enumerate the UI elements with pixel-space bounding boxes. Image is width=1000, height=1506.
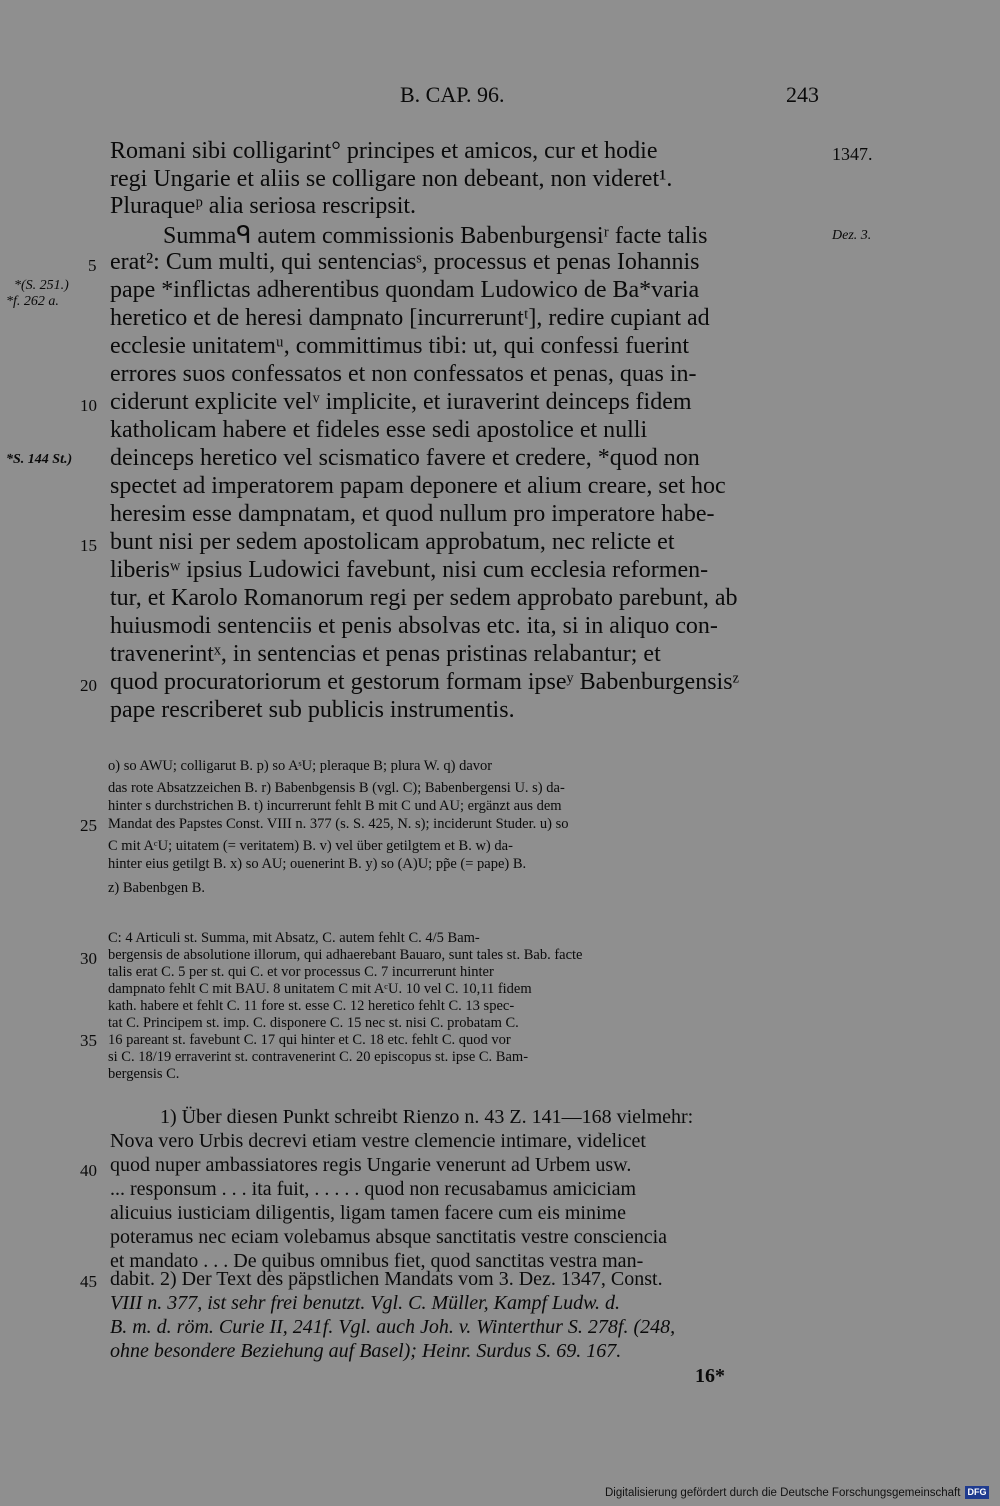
main-line: deinceps heretico vel scismatico favere et credere, *quod non <box>110 445 700 471</box>
apparatus-line: das rote Absatzzeichen B. r) Babenbgensis B (vgl. C); Babenbergensi U. s) da- <box>108 780 565 796</box>
dfg-logo: DFG <box>965 1486 989 1499</box>
main-line: errores suos confessatos et non confessatos et penas, quas in- <box>110 361 697 387</box>
main-line: spectet ad imperatorem papam deponere et alium creare, set hoc <box>110 473 726 499</box>
note-line: B. m. d. röm. Curie II, 241f. Vgl. auch Joh. v. Winterthur S. 278f. (248, <box>110 1316 676 1338</box>
main-line: heretico et de heresi dampnato [incurreruntᵗ], redire cupiant ad <box>110 305 710 331</box>
note-line: alicuius iusticiam diligentis, ligam tamen facere cum eis minime <box>110 1202 626 1224</box>
main-line: huiusmodi sentenciis et penis absolvas etc. ita, si in aliquo con- <box>110 613 718 639</box>
margin-reference: *f. 262 a. <box>6 294 59 309</box>
main-line: ciderunt explicite velᵛ implicite, et iuraverint deinceps fidem <box>110 389 692 415</box>
main-line: Summaᑫ autem commissionis Babenburgensiʳ facte talis <box>163 223 708 249</box>
note-line: dabit. 2) Der Text des päpstlichen Mandats vom 3. Dez. 1347, Const. <box>110 1268 663 1290</box>
note-line: ohne besondere Beziehung auf Basel); Heinr. Surdus S. 69. 167. <box>110 1340 622 1362</box>
main-line: travenerintˣ, in sentencias et penas pristinas relabantur; et <box>110 641 661 667</box>
line-number: 40 <box>80 1161 97 1180</box>
line-number: 35 <box>80 1031 97 1050</box>
apparatus-line: hinter eius getilgt B. x) so AU; ouenerint B. y) so (A)U; pp̃e (= pape) B. <box>108 856 527 872</box>
collation-line: talis erat C. 5 per st. qui C. et vor processus C. 7 incurrerunt hinter <box>108 964 494 980</box>
collation-line: bergensis C. <box>108 1066 180 1082</box>
line-number: 10 <box>80 396 97 415</box>
main-line: heresim esse dampnatam, et quod nullum pro imperatore habe- <box>110 501 715 527</box>
collation-line: 16 pareant st. favebunt C. 17 qui hinter et C. 18 etc. fehlt C. quod vor <box>108 1032 511 1048</box>
collation-line: dampnato fehlt C mit BAU. 8 unitatem C mit AᶜU. 10 vel C. 10,11 fidem <box>108 981 532 997</box>
margin-reference: *(S. 251.) <box>14 278 69 293</box>
note-line: et mandato . . . De quibus omnibus fiet, quod sanctitas vestra man- <box>110 1250 644 1272</box>
collation-line: tat C. Principem st. imp. C. disponere C. 15 nec st. nisi C. probatam C. <box>108 1015 519 1031</box>
note-line: Nova vero Urbis decrevi etiam vestre clemencie intimare, videlicet <box>110 1130 646 1152</box>
apparatus-line: hinter s durchstrichen B. t) incurrerunt fehlt B mit C und AU; ergänzt aus dem <box>108 798 562 814</box>
margin-date: Dez. 3. <box>832 228 872 243</box>
collation-line: C: 4 Articuli st. Summa, mit Absatz, C. autem fehlt C. 4/5 Bam- <box>108 930 480 946</box>
line-number: 25 <box>80 816 97 835</box>
main-line: pape *inflictas adherentibus quondam Ludowico de Ba*varia <box>110 277 700 303</box>
main-line: Pluraqueᵖ alia seriosa rescripsit. <box>110 193 417 219</box>
collation-line: kath. habere et fehlt C. 11 fore st. esse C. 12 heretico fehlt C. 13 spec- <box>108 998 515 1014</box>
page-number: 243 <box>786 82 819 107</box>
line-number: 5 <box>88 256 97 275</box>
line-number: 30 <box>80 949 97 968</box>
main-line: regi Ungarie et aliis se colligare non debeant, non videret¹. <box>110 166 673 192</box>
note-line: VIII n. 377, ist sehr frei benutzt. Vgl. C. Müller, Kampf Ludw. d. <box>110 1292 620 1314</box>
margin-year: 1347. <box>832 144 873 164</box>
main-line: pape rescriberet sub publicis instrumentis. <box>110 697 515 723</box>
main-line: Romani sibi colligarint° principes et amicos, cur et hodie <box>110 138 658 164</box>
main-line: liberisʷ ipsius Ludowici favebunt, nisi cum ecclesia reformen- <box>110 557 709 583</box>
apparatus-line: o) so AWU; colligarut B. p) so AˢU; pleraque B; plura W. q) davor <box>108 758 493 774</box>
collation-line: si C. 18/19 erraverint st. contravenerint C. 20 episcopus st. ipse C. Bam- <box>108 1049 529 1065</box>
note-line: 1) Über diesen Punkt schreibt Rienzo n. 43 Z. 141—168 vielmehr: <box>160 1106 694 1128</box>
main-line: bunt nisi per sedem apostolicam approbatum, nec relicte et <box>110 529 675 555</box>
main-line: ecclesie unitatemᵘ, committimus tibi: ut, qui confessi fuerint <box>110 333 690 359</box>
main-line: katholicam habere et fideles esse sedi apostolice et nulli <box>110 417 648 443</box>
apparatus-line: z) Babenbgen B. <box>108 880 206 896</box>
funding-banner: Digitalisierung gefördert durch die Deutsche Forschungsgemeinschaft <box>605 1487 961 1499</box>
main-line: tur, et Karolo Romanorum regi per sedem approbato parebunt, ab <box>110 585 738 611</box>
note-line: quod nuper ambassiatores regis Ungarie venerunt ad Urbem usw. <box>110 1154 632 1176</box>
line-number: 20 <box>80 676 97 695</box>
collation-line: bergensis de absolutione illorum, qui adhaerebant Bauaro, sunt tales st. Bab. facte <box>108 947 583 963</box>
apparatus-line: C mit AᶜU; uitatem (= veritatem) B. v) vel über getilgtem et B. w) da- <box>108 838 513 854</box>
line-number: 45 <box>80 1272 97 1291</box>
apparatus-line: Mandat des Papstes Const. VIII n. 377 (s. S. 425, N. s); inciderunt Studer. u) so <box>108 816 569 832</box>
main-line: quod procuratoriorum et gestorum formam ipseʸ Babenburgensisᶻ <box>110 669 740 695</box>
signature-mark: 16* <box>695 1365 725 1387</box>
margin-reference: *S. 144 St.) <box>6 452 73 467</box>
note-line: poteramus nec eciam volebamus absque sanctitatis vestre consciencia <box>110 1226 668 1248</box>
line-number: 15 <box>80 536 97 555</box>
note-line: ... responsum . . . ita fuit, . . . . . quod non recusabamus amiciciam <box>110 1178 637 1200</box>
running-head: B. CAP. 96. <box>400 82 505 107</box>
main-line: erat²: Cum multi, qui sentenciasˢ, processus et penas Iohannis <box>110 249 700 275</box>
